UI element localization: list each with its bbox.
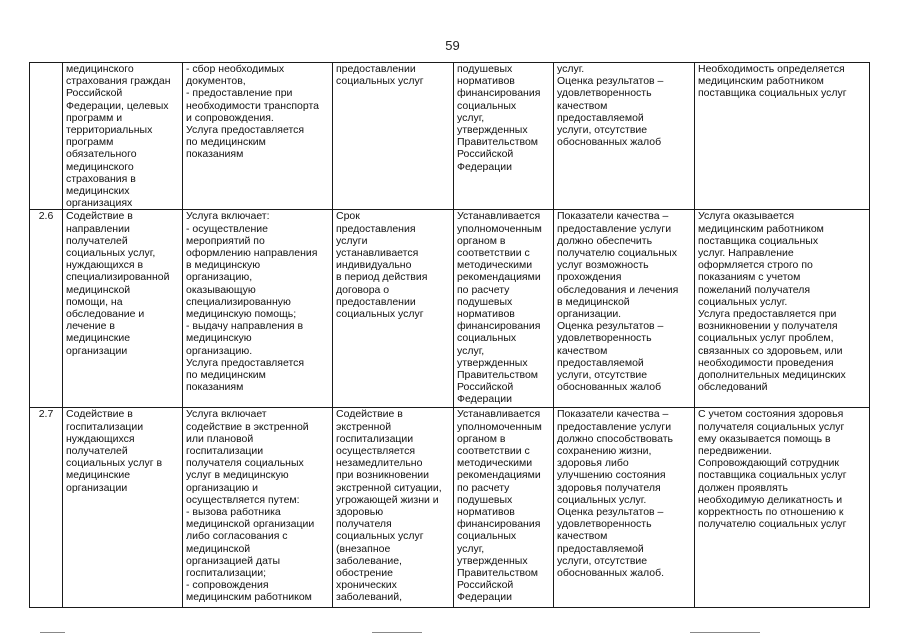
service-norms: Устанавливается уполномоченным органом в соответствии с методическими рекомендациями по расчету подушевых нормативов финансирования социальных услуг, утвержденных Правительством Российской Федерации: [454, 408, 554, 608]
service-timing: Содействие в экстренной госпитализации осуществляется незамедлительно при возникновении экстренной ситуации, угрожающей жизни и здоровью получателя социальных услуг (внезапное заболевание, обострение хронических заболеваний,: [333, 408, 454, 608]
row-number: 2.7: [30, 408, 63, 608]
row-number: 2.6: [30, 210, 63, 408]
service-content: Услуга включает: - осуществление мероприятий по оформлению направления в медицинскую организацию, оказывающую специализированную медицинскую помощь; - выдачу направления в медицинскую организацию. Услуга предоставляется по медицинским показаниям: [183, 210, 333, 408]
table-row: [30, 63, 870, 210]
table-row: [30, 408, 870, 608]
service-content: Услуга включает содействие в экстренной или плановой госпитализации получателя социальных услуг в медицинскую организацию и осуществляется путем: - вызова работника медицинской организации либо согласования с медицинской организацией даты госпитализации; - сопровождения медицинским работником: [183, 408, 333, 608]
scan-edge-mark: [372, 632, 422, 633]
service-norms: подушевых нормативов финансирования социальных услуг, утвержденных Правительством Российской Федерации: [454, 63, 554, 210]
service-conditions: Необходимость определяется медицинским работником поставщика социальных услуг: [695, 63, 870, 210]
service-quality: Показатели качества – предоставление услуги должно способствовать сохранению жизни, здоровья либо улучшению состояния здоровья получателя социальных услуг. Оценка результатов – удовлетворенность качеством предоставляемой услуги, отсутствие обоснованных жалоб.: [554, 408, 695, 608]
service-name: Содействие в направлении получателей социальных услуг, нуждающихся в специализированной медицинской помощи, на обследование и лечение в медицинские организации: [63, 210, 183, 408]
row-number: [30, 63, 63, 210]
service-name: Содействие в госпитализации нуждающихся получателей социальных услуг в медицинские организации: [63, 408, 183, 608]
scan-edge-mark: [690, 632, 760, 633]
service-name: медицинского страхования граждан Российской Федерации, целевых программ и территориальных программ обязательного медицинского страхования в медицинских организациях: [63, 63, 183, 210]
service-conditions: С учетом состояния здоровья получателя социальных услуг ему оказывается помощь в передвижении. Сопровождающий сотрудник поставщика социальных услуг должен проявлять необходимую деликатность и корректность по отношению к получателю социальных услуг: [695, 408, 870, 608]
service-timing: Срок предоставления услуги устанавливается индивидуально в период действия договора о предоставлении социальных услуг: [333, 210, 454, 408]
service-timing: предоставлении социальных услуг: [333, 63, 454, 210]
service-quality: услуг. Оценка результатов – удовлетворенность качеством предоставляемой услуги, отсутствие обоснованных жалоб: [554, 63, 695, 210]
page-number: 59: [445, 38, 460, 53]
services-table: [29, 62, 870, 608]
table-row: [30, 210, 870, 408]
service-norms: Устанавливается уполномоченным органом в соответствии с методическими рекомендациями по расчету подушевых нормативов финансирования социальных услуг, утвержденных Правительством Российской Федерации: [454, 210, 554, 408]
service-conditions: Услуга оказывается медицинским работником поставщика социальных услуг. Направление оформляется строго по показаниям с учетом пожеланий получателя социальных услуг. Услуга предоставляется при возникновении у получателя социальных услуг проблем, связанных со здоровьем, или необходимости проведения дополнительных медицинских обследований: [695, 210, 870, 408]
service-content: - сбор необходимых документов, - предоставление при необходимости транспорта и сопровождения. Услуга предоставляется по медицинским показаниям: [183, 63, 333, 210]
service-quality: Показатели качества – предоставление услуги должно обеспечить получателю социальных услуг возможность прохождения обследования и лечения в медицинской организации. Оценка результатов – удовлетворенность качеством предоставляемой услуги, отсутствие обоснованных жалоб: [554, 210, 695, 408]
scan-edge-mark: [40, 632, 65, 633]
